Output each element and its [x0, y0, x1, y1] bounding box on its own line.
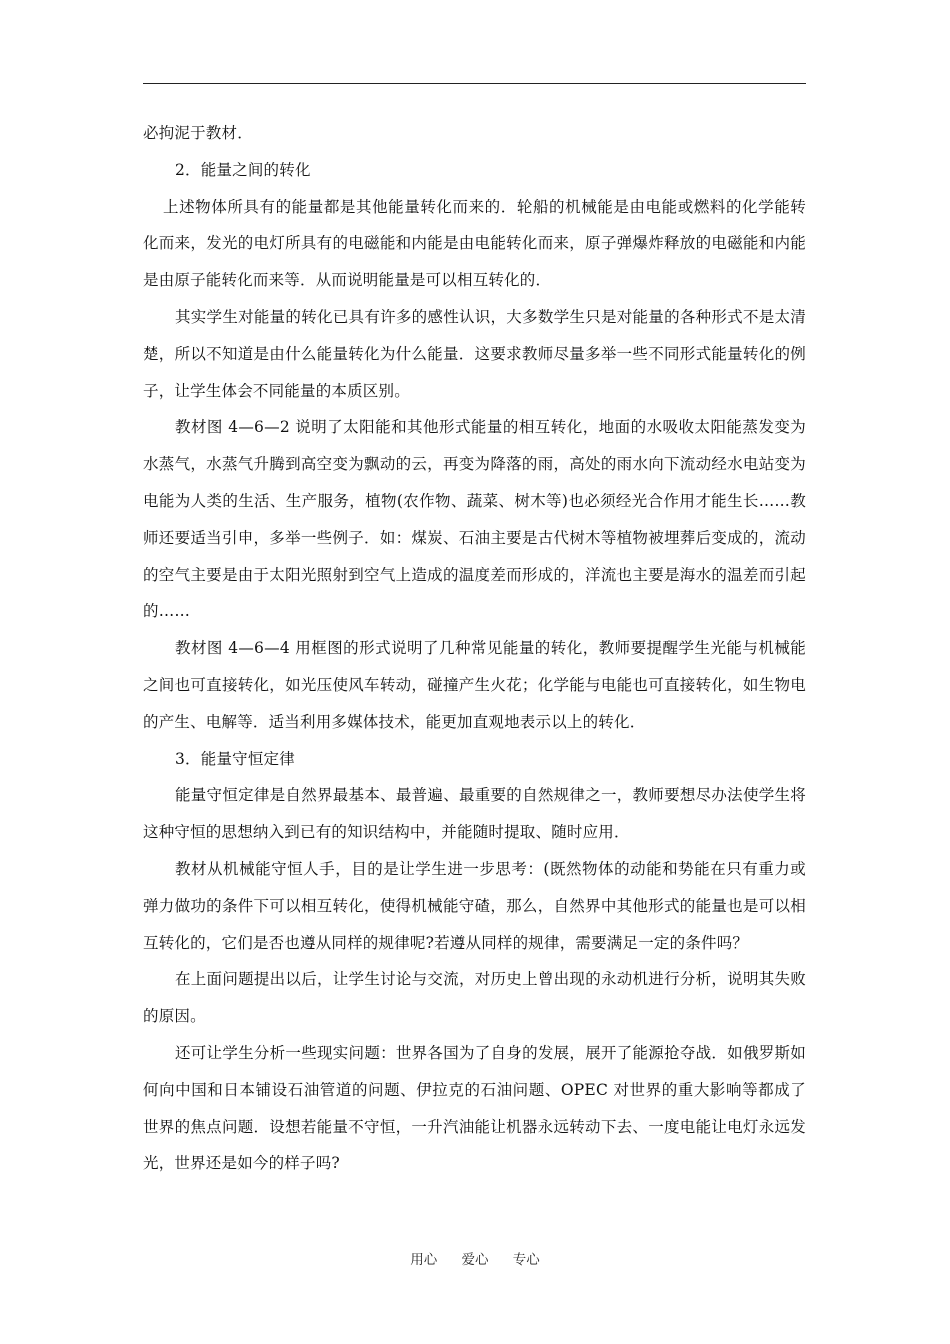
paragraph: 教材图 4—6—4 用框图的形式说明了几种常见能量的转化，教师要提醒学生光能与机械能之间也可直接转化，如光压使风车转动，碰撞产生火花；化学能与电能也可直接转化，如生物电的产生、电解等．适当利用多媒体技术，能更加直观地表示以上的转化．: [143, 639, 806, 731]
paragraph: 上述物体所具有的能量都是其他能量转化而来的．轮船的机械能是由电能或燃料的化学能转化而来，发光的电灯所具有的电磁能和内能是由电能转化而来，原子弹爆炸释放的电磁能和内能是由原子能转化而来等．从而说明能量是可以相互转化的．: [143, 197, 806, 290]
page-footer: [0, 1248, 950, 1268]
document-body: [143, 115, 806, 1182]
footer-item: 爱心: [461, 1252, 489, 1268]
footer-item: 专心: [512, 1252, 540, 1268]
paragraph: 还可让学生分析一些现实问题：世界各国为了自身的发展，展开了能源抢夺战．如俄罗斯如何向中国和日本铺设石油管道的问题、伊拉克的石油问题、OPEC 对世界的重大影响等都成了世界的焦点问题．设想若能量不守恒，一升汽油能让机器永远转动下去、一度电能让电灯永远发光，世界还是如今的样子吗?: [143, 1043, 806, 1173]
footer-item: 用心: [410, 1252, 438, 1268]
paragraph: 教材从机械能守恒人手，目的是让学生进一步思考：(既然物体的动能和势能在只有重力或弹力做功的条件下可以相互转化，使得机械能守碴，那么，自然界中其他形式的能量也是可以相互转化的，它们是否也遵从同样的规律呢?若遵从同样的规律，需要满足一定的条件吗？: [143, 859, 806, 952]
section-heading-energy-conservation: 3．能量守恒定律: [175, 749, 295, 768]
paragraph-continuation: 必拘泥于教材．: [143, 124, 253, 142]
header-rule: [143, 83, 806, 84]
section-heading-energy-conversion: 2．能量之间的转化: [175, 160, 311, 179]
paragraph: 能量守恒定律是自然界最基本、最普遍、最重要的自然规律之一，教师要想尽办法使学生将这种守恒的思想纳入到已有的知识结构中，并能随时提取、随时应用．: [143, 786, 806, 842]
paragraph: 在上面问题提出以后，让学生讨论与交流，对历史上曾出现的永动机进行分析，说明其失败的原因。: [143, 970, 806, 1026]
paragraph: 教材图 4—6—2 说明了太阳能和其他形式能量的相互转化，地面的水吸收太阳能蒸发变为水蒸气，水蒸气升腾到高空变为飘动的云，再变为降落的雨，高处的雨水向下流动经水电站变为电能为人类的生活、生产服务，植物(农作物、蔬菜、树木等)也必须经光合作用才能生长……教师还要适当引申，多举一些例子．如：煤炭、石油主要是古代树木等植物被埋葬后变成的，流动的空气主要是由于太阳光照射到空气上造成的温度差而形成的，洋流也主要是海水的温差而引起的……: [143, 418, 806, 621]
paragraph: 其实学生对能量的转化已具有许多的感性认识，大多数学生只是对能量的各种形式不是太清楚，所以不知道是由什么能量转化为什么能量．这要求教师尽量多举一些不同形式能量转化的例子，让学生体会不同能量的本质区别。: [143, 307, 806, 400]
